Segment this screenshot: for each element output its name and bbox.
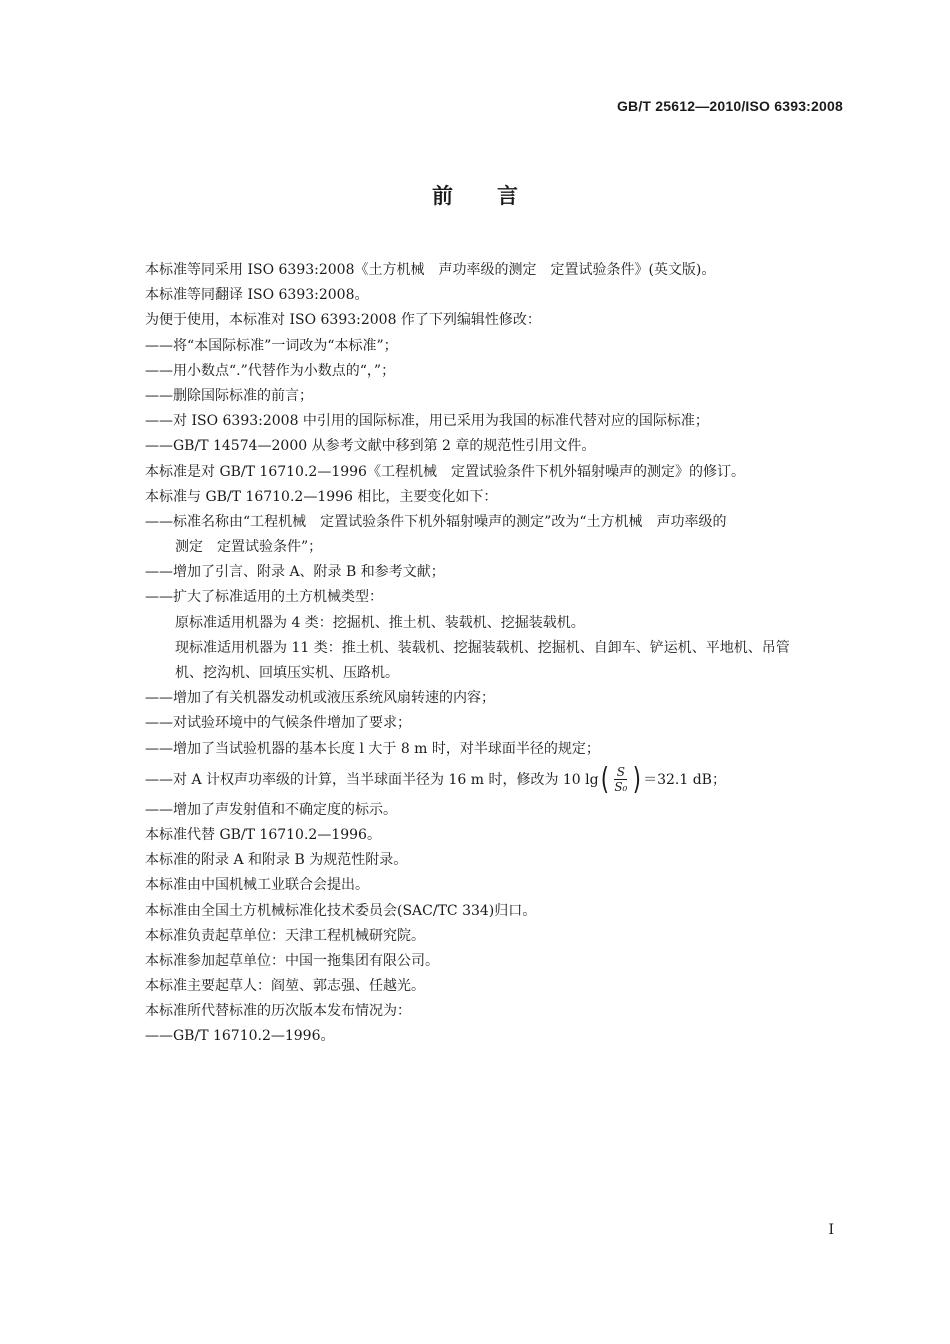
formula-prefix: ——对 A 计权声功率级的计算，当半球面半径为 16 m 时，修改为 10 lg: [145, 771, 599, 788]
page-number: I: [828, 1222, 834, 1238]
list-item: ——增加了引言、附录 A、附录 B 和参考文献；: [145, 564, 445, 581]
list-item: ——增加了有关机器发动机或液压系统风扇转速的内容；: [145, 690, 495, 707]
fraction-numerator: S: [614, 765, 627, 780]
paragraph: 本标准代替 GB/T 16710.2—1996。: [145, 826, 381, 843]
paragraph: 本标准负责起草单位：天津工程机械研究院。: [145, 927, 425, 944]
list-item: ——对 ISO 6393:2008 中引用的国际标准，用已采用为我国的标准代替对应的国际标准；: [145, 413, 709, 430]
list-item: ——将“本国际标准”一词改为“本标准”；: [145, 337, 398, 354]
paragraph: 本标准与 GB/T 16710.2—1996 相比，主要变化如下：: [145, 488, 498, 505]
paragraph: 本标准等同翻译 ISO 6393:2008。: [145, 287, 369, 304]
paragraph: 本标准由中国机械工业联合会提出。: [145, 877, 369, 894]
paragraph: 为便于使用，本标准对 ISO 6393:2008 作了下列编辑性修改：: [145, 312, 541, 329]
list-item: ——扩大了标准适用的土方机械类型：: [145, 589, 383, 606]
paragraph: 本标准等同采用 ISO 6393:2008《土方机械 声功率级的测定 定置试验条件》(英文版)。: [145, 262, 716, 278]
foreword-body: [145, 258, 850, 1050]
sub-item: 现标准适用机器为 11 类：推土机、装载机、挖掘装载机、挖掘机、自卸车、铲运机、平地机、吊管: [175, 639, 790, 656]
list-item: ——对试验环境中的气候条件增加了要求；: [145, 715, 411, 732]
formula-list-item: [145, 762, 850, 798]
paragraph: 本标准主要起草人：阎堃、郭志强、任越光。: [145, 978, 425, 995]
list-item-continuation: 测定 定置试验条件”；: [175, 539, 323, 556]
list-item: ——GB/T 14574—2000 从参考文献中移到第 2 章的规范性引用文件。: [145, 438, 596, 455]
page-title: 前言: [432, 184, 562, 208]
list-item: ——GB/T 16710.2—1996。: [145, 1028, 335, 1045]
right-paren: ): [633, 761, 642, 797]
paragraph: 本标准所代替标准的历次版本发布情况为：: [145, 1003, 411, 1020]
formula-suffix: ＝32.1 dB；: [643, 771, 726, 788]
paragraph: 本标准是对 GB/T 16710.2—1996《工程机械 定置试验条件下机外辐射噪声的测定》的修订。: [145, 463, 745, 480]
list-item: ——用小数点“.”代替作为小数点的“，”；: [145, 362, 396, 379]
list-item: ——标准名称由“工程机械 定置试验条件下机外辐射噪声的测定”改为“土方机械 声功率级的: [145, 513, 727, 530]
document-id-header: GB/T 25612—2010/ISO 6393:2008: [616, 98, 843, 114]
sub-item-continuation: 机、挖沟机、回填压实机、压路机。: [175, 665, 399, 681]
left-paren: (: [600, 761, 609, 797]
paragraph: 本标准的附录 A 和附录 B 为规范性附录。: [145, 852, 408, 869]
paragraph: 本标准由全国土方机械标准化技术委员会(SAC/TC 334)归口。: [145, 902, 537, 919]
list-item: ——增加了当试验机器的基本长度 l 大于 8 m 时，对半球面半径的规定；: [145, 740, 600, 757]
fraction: [610, 765, 631, 794]
list-item: ——删除国际标准的前言；: [145, 387, 313, 404]
sub-item: 原标准适用机器为 4 类：挖掘机、推土机、装载机、挖掘装载机。: [175, 614, 585, 631]
list-item: ——增加了声发射值和不确定度的标示。: [145, 801, 397, 818]
fraction-denominator: S₀: [614, 780, 628, 795]
paragraph: 本标准参加起草单位：中国一拖集团有限公司。: [145, 952, 439, 969]
